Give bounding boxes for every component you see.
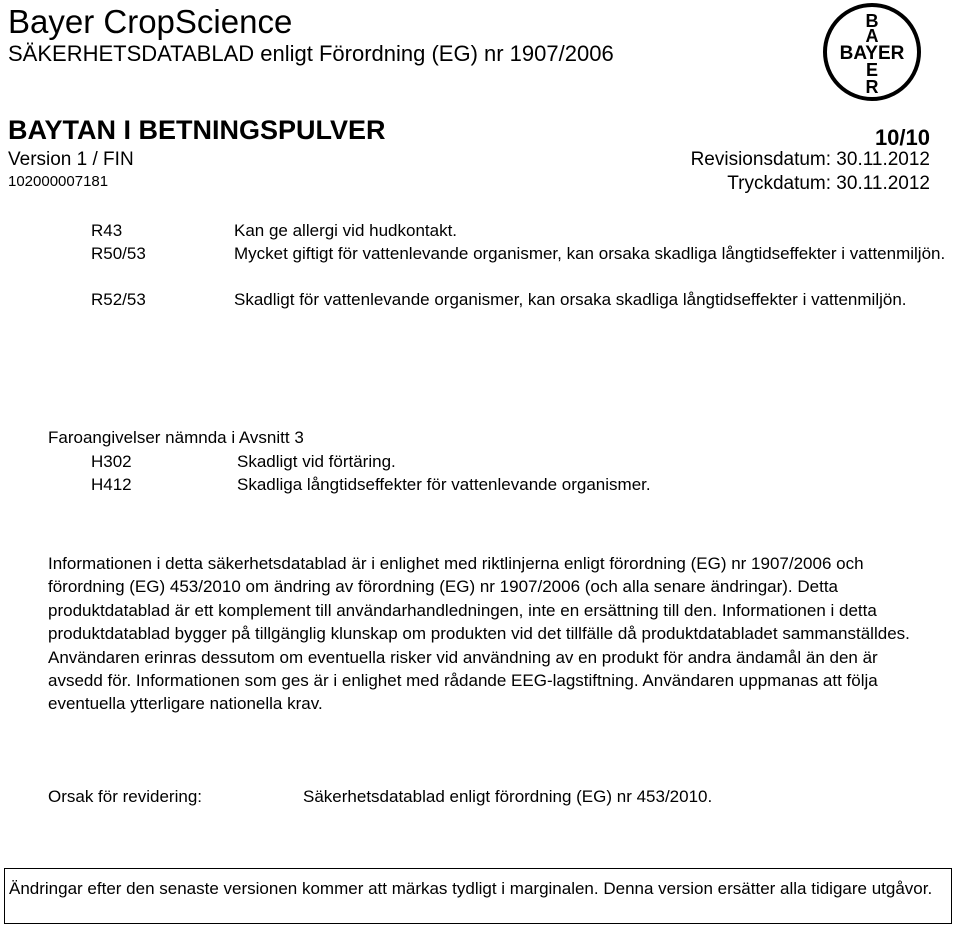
changes-note-box — [4, 868, 952, 924]
logo-word-bayer: BAYER — [839, 43, 905, 64]
page-number: 10/10 — [874, 125, 930, 150]
hazard-code: H412 — [91, 475, 132, 494]
revision-reason-text: Säkerhetsdatablad enligt förordning (EG) nr 453/2010. — [303, 787, 713, 806]
print-date: Tryckdatum: 30.11.2012 — [727, 173, 930, 194]
revision-date: Revisionsdatum: 30.11.2012 — [690, 149, 930, 170]
r-phrase-code: R52/53 — [91, 290, 146, 309]
r-phrase-text: Skadligt för vattenlevande organismer, kan orsaka skadliga långtidseffekter i vattenmiljön. — [234, 290, 907, 309]
document-number: 102000007181 — [8, 173, 109, 190]
r-phrase-code: R43 — [91, 221, 123, 240]
bayer-logo — [822, 2, 922, 102]
r-phrase-text: Kan ge allergi vid hudkontakt. — [234, 221, 458, 240]
logo-letter-a-top: A — [865, 26, 879, 46]
r-phrase-text: Mycket giftigt för vattenlevande organismer, kan orsaka skadliga långtidseffekter i vattenmiljön. — [234, 244, 946, 263]
document-subtitle: SÄKERHETSDATABLAD enligt Förordning (EG) nr 1907/2006 — [8, 41, 614, 66]
logo-letter-e: E — [865, 60, 879, 80]
hazard-code: H302 — [91, 452, 132, 471]
product-name: BAYTAN I BETNINGSPULVER — [8, 115, 386, 145]
hazard-heading: Faroangivelser nämnda i Avsnitt 3 — [48, 428, 304, 447]
information-paragraph: Informationen i detta säkerhetsdatablad är i enlighet med riktlinjerna enligt förordning (EG) nr 1907/2006 och förordning (EG) 453/2010 om ändring av förordning (EG) nr 1907/2006 (och alla senare ändringar). Detta produktdatablad är ett komplement till användarhandledningen, inte en ersättning till den. Informationen i detta produktdatablad bygger på tillgänglig klunskap om produkten vid det tillfälle då produktdatabladet sammanställdes. Användaren erinras dessutom om eventuella risker vid användning av en produkt för andra ändamål än den är avsedd för. Informationen som ges är i enlighet med rådande EEG-lagstiftning. Användaren uppmanas att följa eventuella ytterligare nationella krav. — [48, 554, 910, 714]
revision-reason-label: Orsak för revidering: — [48, 787, 202, 806]
version-label: Version 1 / FIN — [8, 149, 134, 170]
hazard-text: Skadliga långtidseffekter för vattenlevande organismer. — [237, 475, 651, 494]
logo-letter-r: R — [865, 77, 879, 97]
hazard-text: Skadligt vid förtäring. — [237, 452, 396, 471]
logo-letter-b: B — [865, 11, 879, 31]
changes-note-text: Ändringar efter den senaste versionen kommer att märkas tydligt i marginalen. Denna version ersätter alla tidigare utgåvor. — [9, 879, 933, 898]
company-name: Bayer CropScience — [8, 3, 293, 40]
r-phrase-code: R50/53 — [91, 244, 146, 263]
